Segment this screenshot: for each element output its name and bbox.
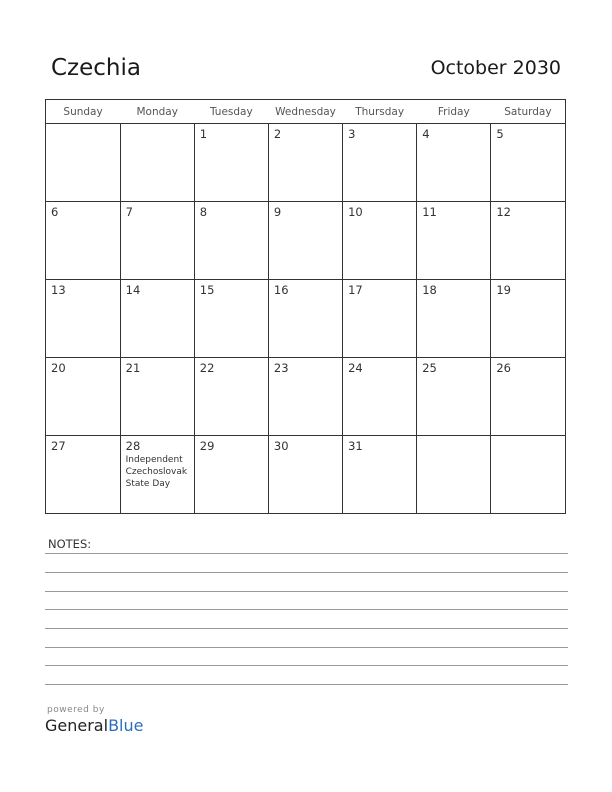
day-cell <box>343 202 417 280</box>
day-number: 23 <box>273 361 289 375</box>
notes-label: NOTES: <box>48 537 92 551</box>
day-cell <box>194 436 268 514</box>
day-number: 28 <box>125 439 141 453</box>
day-cell <box>343 280 417 358</box>
day-cell <box>120 280 194 358</box>
day-cell <box>491 358 565 436</box>
day-cell <box>46 280 120 358</box>
day-cell <box>343 358 417 436</box>
note-line <box>45 553 568 554</box>
day-number: 7 <box>125 205 133 219</box>
day-cell <box>268 124 342 202</box>
brand-logo <box>45 705 143 735</box>
holiday-label: Independent Czechoslovak State Day <box>125 455 188 489</box>
day-cell <box>417 202 491 280</box>
day-cell <box>343 124 417 202</box>
week-row <box>46 124 565 202</box>
day-number: 17 <box>348 283 363 297</box>
weekday-header-row <box>46 100 565 124</box>
week-row <box>46 280 565 358</box>
day-cell <box>343 436 417 514</box>
day-cell <box>491 280 565 358</box>
weekday-monday: Monday <box>120 100 194 124</box>
day-number: 20 <box>51 361 66 375</box>
day-cell <box>268 280 342 358</box>
day-cell <box>491 436 565 514</box>
day-number: 16 <box>273 283 289 297</box>
day-number: 14 <box>125 283 141 297</box>
note-line <box>45 572 568 573</box>
weekday-wednesday: Wednesday <box>268 100 342 124</box>
powered-by-text: powered by <box>47 705 105 715</box>
day-cell <box>491 124 565 202</box>
note-line <box>45 609 568 610</box>
day-cell <box>194 124 268 202</box>
note-line <box>45 628 568 629</box>
note-line <box>45 591 568 592</box>
weekday-saturday: Saturday <box>491 100 565 124</box>
day-number: 31 <box>348 439 363 453</box>
note-line <box>45 665 568 666</box>
day-number: 2 <box>273 127 282 141</box>
day-number: 25 <box>422 361 437 375</box>
day-number: 9 <box>273 205 282 219</box>
day-cell <box>120 202 194 280</box>
day-cell <box>120 358 194 436</box>
day-cell <box>417 124 491 202</box>
day-cell <box>194 202 268 280</box>
weekday-sunday: Sunday <box>46 100 120 124</box>
day-number: 30 <box>273 439 289 453</box>
day-number: 5 <box>496 127 504 141</box>
day-cell <box>417 436 491 514</box>
day-number: 18 <box>422 283 437 297</box>
day-number: 27 <box>51 439 66 453</box>
brand-name-general: General <box>45 716 109 735</box>
day-cell <box>268 358 342 436</box>
week-row <box>46 358 565 436</box>
day-number: 1 <box>199 127 208 141</box>
day-number: 15 <box>199 283 215 297</box>
day-cell <box>46 124 120 202</box>
day-number: 13 <box>51 283 66 297</box>
day-cell <box>268 436 342 514</box>
day-number: 6 <box>51 205 59 219</box>
day-number: 3 <box>348 127 356 141</box>
note-line <box>45 647 568 648</box>
day-number: 4 <box>422 127 430 141</box>
week-row <box>46 202 565 280</box>
brand-name-blue: Blue <box>108 716 144 735</box>
day-number: 24 <box>348 361 363 375</box>
day-cell <box>46 202 120 280</box>
weekday-friday: Friday <box>417 100 491 124</box>
day-cell <box>46 436 120 514</box>
calendar-grid <box>45 99 566 514</box>
day-number: 10 <box>348 205 363 219</box>
day-number: 29 <box>199 439 215 453</box>
day-number: 26 <box>496 361 511 375</box>
day-number: 11 <box>422 205 437 219</box>
day-number: 12 <box>496 205 511 219</box>
day-number: 21 <box>125 361 141 375</box>
brand-name <box>45 716 143 735</box>
note-line <box>45 684 568 685</box>
day-cell <box>417 358 491 436</box>
day-number: 8 <box>199 205 208 219</box>
day-cell <box>417 280 491 358</box>
day-number: 22 <box>199 361 215 375</box>
day-cell <box>491 202 565 280</box>
weekday-thursday: Thursday <box>343 100 417 124</box>
weekday-tuesday: Tuesday <box>194 100 268 124</box>
day-cell <box>268 202 342 280</box>
day-number: 19 <box>496 283 511 297</box>
week-row <box>46 436 565 514</box>
day-cell <box>194 280 268 358</box>
day-cell <box>194 358 268 436</box>
day-cell <box>120 124 194 202</box>
day-cell <box>120 436 194 514</box>
calendar-month-title: October 2030 <box>430 57 561 79</box>
calendar-country-title: Czechia <box>51 55 141 81</box>
day-cell <box>46 358 120 436</box>
